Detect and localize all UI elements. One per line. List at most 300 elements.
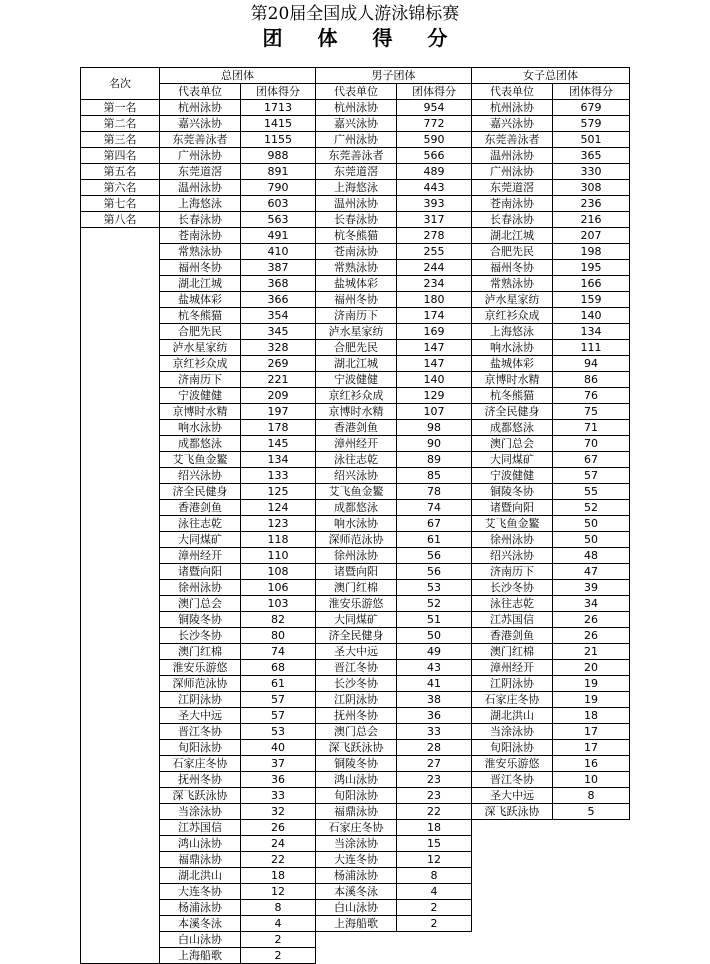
men-unit-cell: 上海悠泳: [316, 180, 397, 196]
women-score-cell: 501: [553, 132, 630, 148]
table-row: [81, 196, 630, 212]
total-score-cell: 108: [241, 564, 316, 580]
table-row: [81, 388, 630, 404]
total-unit-cell: 东莞道滘: [160, 164, 241, 180]
men-unit-cell: 盐城体彩: [316, 276, 397, 292]
men-score-cell: 56: [397, 548, 472, 564]
women-unit-cell: [472, 884, 553, 900]
table-header-row: [81, 68, 630, 84]
table-row: [81, 356, 630, 372]
table-row: [81, 276, 630, 292]
women-unit-cell: [472, 948, 553, 964]
total-unit-cell: 徐州泳协: [160, 580, 241, 596]
total-score-cell: 110: [241, 548, 316, 564]
rank-cell: [81, 628, 160, 644]
women-unit-cell: 晋江冬协: [472, 772, 553, 788]
table-row: [81, 324, 630, 340]
men-score-cell: 147: [397, 356, 472, 372]
total-unit-cell: 深师范泳协: [160, 676, 241, 692]
total-unit-cell: 温州泳协: [160, 180, 241, 196]
total-unit-cell: 大同煤矿: [160, 532, 241, 548]
rank-cell: [81, 548, 160, 564]
rank-cell: [81, 244, 160, 260]
table-row: [81, 180, 630, 196]
men-score-cell: 174: [397, 308, 472, 324]
men-score-cell: 22: [397, 804, 472, 820]
men-score-cell: 8: [397, 868, 472, 884]
rank-cell: [81, 356, 160, 372]
men-unit-cell: 湖北江城: [316, 356, 397, 372]
men-score-cell: 18: [397, 820, 472, 836]
men-unit-cell: 本溪冬泳: [316, 884, 397, 900]
men-score-cell: 393: [397, 196, 472, 212]
rank-cell: [81, 820, 160, 836]
women-score-cell: 70: [553, 436, 630, 452]
total-unit-cell: 京红衫众成: [160, 356, 241, 372]
total-score-cell: 354: [241, 308, 316, 324]
total-score-cell: 790: [241, 180, 316, 196]
men-score-cell: 85: [397, 468, 472, 484]
total-unit-cell: 苍南泳协: [160, 228, 241, 244]
men-unit-cell: 鸿山泳协: [316, 772, 397, 788]
total-unit-cell: 石家庄冬协: [160, 756, 241, 772]
men-unit-cell: 东莞善泳者: [316, 148, 397, 164]
rank-cell: [81, 660, 160, 676]
total-unit-cell: 湖北江城: [160, 276, 241, 292]
men-score-cell: 41: [397, 676, 472, 692]
total-unit-cell: 杨浦泳协: [160, 900, 241, 916]
table-row: [81, 500, 630, 516]
total-unit-cell: 长沙冬协: [160, 628, 241, 644]
women-score-cell: [553, 820, 630, 836]
total-score-cell: 328: [241, 340, 316, 356]
total-unit-cell: 大连冬协: [160, 884, 241, 900]
women-score-cell: 159: [553, 292, 630, 308]
women-unit-cell: 宁波健健: [472, 468, 553, 484]
table-row: [81, 676, 630, 692]
total-unit-cell: 湖北洪山: [160, 868, 241, 884]
women-unit-cell: 圣大中远: [472, 788, 553, 804]
table-row: [81, 916, 630, 932]
women-score-cell: 10: [553, 772, 630, 788]
men-score-cell: 169: [397, 324, 472, 340]
women-unit-cell: 杭冬熊猫: [472, 388, 553, 404]
table-row: [81, 820, 630, 836]
total-score-cell: 2: [241, 932, 316, 948]
table-row: [81, 596, 630, 612]
men-score-cell: 255: [397, 244, 472, 260]
men-unit-cell: 合肥先民: [316, 340, 397, 356]
table-row: [81, 852, 630, 868]
total-unit-cell: 抚州冬协: [160, 772, 241, 788]
men-unit-cell: 深师范泳协: [316, 532, 397, 548]
women-unit-cell: 淮安乐游悠: [472, 756, 553, 772]
men-score-cell: 61: [397, 532, 472, 548]
table-row: [81, 708, 630, 724]
total-score-cell: 366: [241, 292, 316, 308]
women-score-cell: 86: [553, 372, 630, 388]
men-unit-cell: 旬阳泳协: [316, 788, 397, 804]
total-unit-cell: 旬阳泳协: [160, 740, 241, 756]
table-row: [81, 436, 630, 452]
total-score-cell: 123: [241, 516, 316, 532]
total-score-cell: 1713: [241, 100, 316, 116]
women-unit-cell: 温州泳协: [472, 148, 553, 164]
header-men-unit: 代表单位: [316, 84, 397, 100]
total-score-cell: 26: [241, 820, 316, 836]
men-score-cell: 954: [397, 100, 472, 116]
men-unit-cell: [316, 932, 397, 948]
rank-cell: [81, 564, 160, 580]
men-unit-cell: 晋江冬协: [316, 660, 397, 676]
men-unit-cell: 成都悠泳: [316, 500, 397, 516]
women-unit-cell: [472, 900, 553, 916]
total-score-cell: 2: [241, 948, 316, 964]
rank-cell: [81, 340, 160, 356]
header-men: 男子团体: [316, 68, 472, 84]
men-score-cell: 2: [397, 916, 472, 932]
women-unit-cell: 湖北洪山: [472, 708, 553, 724]
total-unit-cell: 本溪冬泳: [160, 916, 241, 932]
men-unit-cell: 广州泳协: [316, 132, 397, 148]
total-score-cell: 32: [241, 804, 316, 820]
total-score-cell: 106: [241, 580, 316, 596]
men-score-cell: 15: [397, 836, 472, 852]
men-unit-cell: [316, 948, 397, 964]
women-score-cell: 55: [553, 484, 630, 500]
rank-cell: 第四名: [81, 148, 160, 164]
women-score-cell: 579: [553, 116, 630, 132]
women-unit-cell: 京博时水精: [472, 372, 553, 388]
total-score-cell: 988: [241, 148, 316, 164]
men-score-cell: 52: [397, 596, 472, 612]
women-unit-cell: 徐州泳协: [472, 532, 553, 548]
men-score-cell: 147: [397, 340, 472, 356]
men-score-cell: 89: [397, 452, 472, 468]
men-score-cell: 180: [397, 292, 472, 308]
total-unit-cell: 澳门红棉: [160, 644, 241, 660]
table-row: [81, 468, 630, 484]
table-row: [81, 212, 630, 228]
table-row: [81, 100, 630, 116]
rank-cell: [81, 788, 160, 804]
table-row: [81, 420, 630, 436]
header-women-unit: 代表单位: [472, 84, 553, 100]
men-unit-cell: 东莞道滘: [316, 164, 397, 180]
rank-cell: [81, 580, 160, 596]
total-unit-cell: 圣大中远: [160, 708, 241, 724]
women-unit-cell: 江阴泳协: [472, 676, 553, 692]
women-score-cell: 16: [553, 756, 630, 772]
men-unit-cell: 上海船歌: [316, 916, 397, 932]
table-row: [81, 804, 630, 820]
rank-cell: [81, 436, 160, 452]
men-score-cell: 12: [397, 852, 472, 868]
total-unit-cell: 杭冬熊猫: [160, 308, 241, 324]
rank-cell: 第七名: [81, 196, 160, 212]
total-unit-cell: 艾飞鱼金鳘: [160, 452, 241, 468]
total-score-cell: 53: [241, 724, 316, 740]
header-total: 总团体: [160, 68, 316, 84]
men-score-cell: 49: [397, 644, 472, 660]
women-unit-cell: 济全民健身: [472, 404, 553, 420]
page-subtitle: 团 体 得 分: [262, 26, 462, 50]
table-row: [81, 228, 630, 244]
total-unit-cell: 晋江冬协: [160, 724, 241, 740]
table-row: [81, 932, 630, 948]
rank-cell: [81, 292, 160, 308]
total-score-cell: 22: [241, 852, 316, 868]
rank-cell: [81, 388, 160, 404]
men-score-cell: 38: [397, 692, 472, 708]
men-score-cell: 43: [397, 660, 472, 676]
header-total-unit: 代表单位: [160, 84, 241, 100]
women-score-cell: [553, 916, 630, 932]
women-score-cell: 39: [553, 580, 630, 596]
men-unit-cell: 福鼎泳协: [316, 804, 397, 820]
header-women-score: 团体得分: [553, 84, 630, 100]
rank-cell: [81, 900, 160, 916]
rank-cell: [81, 948, 160, 964]
men-unit-cell: 济南历下: [316, 308, 397, 324]
women-score-cell: 21: [553, 644, 630, 660]
women-unit-cell: 泸水星家纺: [472, 292, 553, 308]
rank-cell: [81, 884, 160, 900]
women-unit-cell: 长春泳协: [472, 212, 553, 228]
women-unit-cell: 澳门总会: [472, 436, 553, 452]
table-row: [81, 948, 630, 964]
women-score-cell: 18: [553, 708, 630, 724]
men-unit-cell: 宁波健健: [316, 372, 397, 388]
rank-cell: [81, 644, 160, 660]
men-score-cell: 2: [397, 900, 472, 916]
men-unit-cell: 苍南泳协: [316, 244, 397, 260]
total-score-cell: 33: [241, 788, 316, 804]
rank-cell: [81, 708, 160, 724]
men-unit-cell: 杭州泳协: [316, 100, 397, 116]
women-score-cell: 198: [553, 244, 630, 260]
rank-cell: [81, 228, 160, 244]
table-row: [81, 788, 630, 804]
men-unit-cell: 当涂泳协: [316, 836, 397, 852]
men-score-cell: 278: [397, 228, 472, 244]
total-unit-cell: 泸水星家纺: [160, 340, 241, 356]
table-row: [81, 900, 630, 916]
page-title: 第20届全国成人游泳锦标赛: [250, 4, 460, 24]
rank-cell: [81, 516, 160, 532]
total-score-cell: 12: [241, 884, 316, 900]
total-unit-cell: 东莞善泳者: [160, 132, 241, 148]
men-unit-cell: 嘉兴泳协: [316, 116, 397, 132]
women-score-cell: 166: [553, 276, 630, 292]
women-score-cell: 5: [553, 804, 630, 820]
women-score-cell: 52: [553, 500, 630, 516]
men-unit-cell: 长沙冬协: [316, 676, 397, 692]
women-unit-cell: 福州冬协: [472, 260, 553, 276]
women-unit-cell: 东莞善泳者: [472, 132, 553, 148]
total-unit-cell: 泳往志乾: [160, 516, 241, 532]
total-unit-cell: 深飞跃泳协: [160, 788, 241, 804]
total-score-cell: 80: [241, 628, 316, 644]
total-score-cell: 603: [241, 196, 316, 212]
total-score-cell: 1415: [241, 116, 316, 132]
women-score-cell: [553, 836, 630, 852]
total-unit-cell: 当涂泳协: [160, 804, 241, 820]
men-score-cell: 33: [397, 724, 472, 740]
men-unit-cell: 杨浦泳协: [316, 868, 397, 884]
table-row: [81, 340, 630, 356]
rank-cell: [81, 484, 160, 500]
men-score-cell: 590: [397, 132, 472, 148]
men-unit-cell: 漳州经开: [316, 436, 397, 452]
rank-cell: [81, 596, 160, 612]
men-unit-cell: 响水泳协: [316, 516, 397, 532]
rank-cell: [81, 276, 160, 292]
women-unit-cell: 长沙冬协: [472, 580, 553, 596]
rank-cell: [81, 740, 160, 756]
women-score-cell: [553, 868, 630, 884]
rank-cell: [81, 452, 160, 468]
women-unit-cell: 嘉兴泳协: [472, 116, 553, 132]
total-unit-cell: 鸿山泳协: [160, 836, 241, 852]
men-unit-cell: 诸暨向阳: [316, 564, 397, 580]
women-unit-cell: 湖北江城: [472, 228, 553, 244]
total-score-cell: 18: [241, 868, 316, 884]
total-unit-cell: 济全民健身: [160, 484, 241, 500]
women-unit-cell: 东莞道滘: [472, 180, 553, 196]
women-score-cell: [553, 900, 630, 916]
men-unit-cell: 澳门总会: [316, 724, 397, 740]
rank-cell: [81, 772, 160, 788]
total-score-cell: 133: [241, 468, 316, 484]
women-score-cell: 330: [553, 164, 630, 180]
total-score-cell: 36: [241, 772, 316, 788]
men-score-cell: 566: [397, 148, 472, 164]
men-unit-cell: 深飞跃泳协: [316, 740, 397, 756]
men-score-cell: 74: [397, 500, 472, 516]
rank-cell: [81, 852, 160, 868]
women-score-cell: 67: [553, 452, 630, 468]
women-score-cell: 26: [553, 612, 630, 628]
men-unit-cell: 抚州冬协: [316, 708, 397, 724]
men-score-cell: 36: [397, 708, 472, 724]
rank-cell: 第三名: [81, 132, 160, 148]
men-score-cell: 489: [397, 164, 472, 180]
women-unit-cell: 香港剑鱼: [472, 628, 553, 644]
table-row: [81, 612, 630, 628]
rank-cell: 第六名: [81, 180, 160, 196]
table-row: [81, 404, 630, 420]
table-row: [81, 836, 630, 852]
total-score-cell: 178: [241, 420, 316, 436]
women-score-cell: 8: [553, 788, 630, 804]
rank-cell: [81, 692, 160, 708]
women-unit-cell: 绍兴泳协: [472, 548, 553, 564]
women-score-cell: 26: [553, 628, 630, 644]
women-score-cell: 679: [553, 100, 630, 116]
women-score-cell: 50: [553, 532, 630, 548]
women-score-cell: [553, 884, 630, 900]
table-row: [81, 516, 630, 532]
women-score-cell: 75: [553, 404, 630, 420]
men-unit-cell: 香港剑鱼: [316, 420, 397, 436]
total-unit-cell: 上海悠泳: [160, 196, 241, 212]
men-score-cell: 140: [397, 372, 472, 388]
total-score-cell: 563: [241, 212, 316, 228]
men-unit-cell: 温州泳协: [316, 196, 397, 212]
women-score-cell: 19: [553, 676, 630, 692]
table-row: [81, 548, 630, 564]
total-score-cell: 125: [241, 484, 316, 500]
women-score-cell: 140: [553, 308, 630, 324]
men-unit-cell: 泳往志乾: [316, 452, 397, 468]
rank-cell: [81, 612, 160, 628]
rank-cell: [81, 756, 160, 772]
men-unit-cell: 大同煤矿: [316, 612, 397, 628]
score-table: [80, 67, 630, 964]
men-score-cell: 27: [397, 756, 472, 772]
total-unit-cell: 澳门总会: [160, 596, 241, 612]
women-unit-cell: 当涂泳协: [472, 724, 553, 740]
total-score-cell: 410: [241, 244, 316, 260]
women-unit-cell: 江苏国信: [472, 612, 553, 628]
total-score-cell: 345: [241, 324, 316, 340]
women-score-cell: 17: [553, 724, 630, 740]
table-row: [81, 740, 630, 756]
total-unit-cell: 广州泳协: [160, 148, 241, 164]
total-score-cell: 891: [241, 164, 316, 180]
men-unit-cell: 圣大中远: [316, 644, 397, 660]
table-row: [81, 724, 630, 740]
men-score-cell: 129: [397, 388, 472, 404]
total-score-cell: 118: [241, 532, 316, 548]
men-unit-cell: 白山泳协: [316, 900, 397, 916]
men-score-cell: 23: [397, 772, 472, 788]
total-unit-cell: 常熟泳协: [160, 244, 241, 260]
rank-cell: [81, 260, 160, 276]
total-unit-cell: 嘉兴泳协: [160, 116, 241, 132]
women-unit-cell: 响水泳协: [472, 340, 553, 356]
total-unit-cell: 漳州经开: [160, 548, 241, 564]
total-score-cell: 57: [241, 692, 316, 708]
men-score-cell: 4: [397, 884, 472, 900]
men-unit-cell: 徐州泳协: [316, 548, 397, 564]
table-row: [81, 308, 630, 324]
table-row: [81, 244, 630, 260]
women-unit-cell: 艾飞鱼金鳘: [472, 516, 553, 532]
header-men-score: 团体得分: [397, 84, 472, 100]
total-unit-cell: 江阴泳协: [160, 692, 241, 708]
total-score-cell: 61: [241, 676, 316, 692]
women-unit-cell: 济南历下: [472, 564, 553, 580]
table-row: [81, 564, 630, 580]
table-row: [81, 116, 630, 132]
women-unit-cell: 成都悠泳: [472, 420, 553, 436]
women-score-cell: [553, 948, 630, 964]
total-score-cell: 74: [241, 644, 316, 660]
men-score-cell: 772: [397, 116, 472, 132]
total-score-cell: 145: [241, 436, 316, 452]
women-unit-cell: 广州泳协: [472, 164, 553, 180]
women-unit-cell: [472, 820, 553, 836]
table-row: [81, 164, 630, 180]
total-unit-cell: 淮安乐游悠: [160, 660, 241, 676]
table-row: [81, 484, 630, 500]
header-rank: 名次: [81, 68, 160, 100]
rank-cell: [81, 916, 160, 932]
men-score-cell: 244: [397, 260, 472, 276]
men-unit-cell: 京红衫众成: [316, 388, 397, 404]
